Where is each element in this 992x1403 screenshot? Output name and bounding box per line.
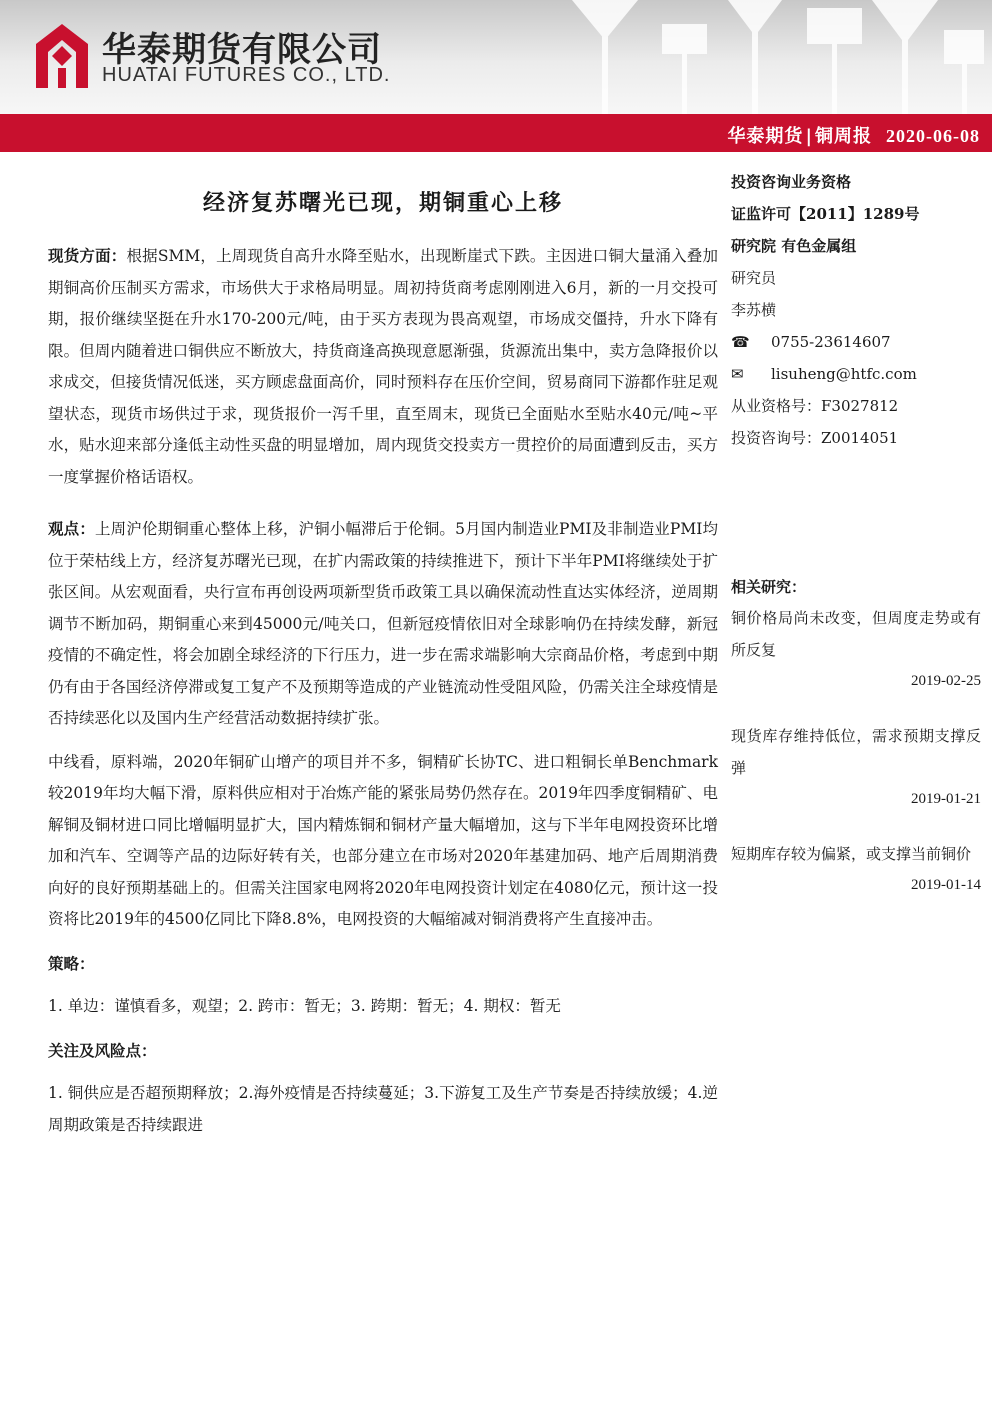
related-item-date: 2019-02-25	[911, 673, 981, 689]
banner-separator: |	[805, 126, 813, 147]
view-lead: 观点：	[48, 519, 95, 538]
license-number: 从业资格号：F3027812	[731, 397, 899, 415]
phone-number: 0755-23614607	[771, 333, 891, 351]
banner-report-type: 铜周报	[815, 126, 872, 147]
qualification-line2: 证监许可【2011】1289号	[731, 205, 920, 223]
report-banner	[0, 114, 992, 152]
header-decoration	[552, 0, 992, 114]
midterm-paragraph: 中线看，原料端，2020年铜矿山增产的项目并不多，铜精矿长协TC、进口粗铜长单Benchmark较2019年均大幅下滑，原料供应相对于冶炼产能的紧张局势仍然存在。2019年四季度铜精矿、电解铜及铜材进口同比增幅明显扩大，国内精炼铜和铜材产量大幅增加，这与下半年电网投资环比增加和汽车、空调等产品的边际好转有关，也部分建立在市场对2020年基建加码、地产后周期消费向好的良好预期基础上的。但需关注国家电网将2020年电网投资计划定在4080亿元，预计这一投资将比2019年的4500亿同比下降8.8%，电网投资的大幅缩减对铜消费将产生直接冲击。	[48, 752, 718, 928]
risk-text: 1. 铜供应是否超预期释放；2.海外疫情是否持续蔓延；3.下游复工及生产节奏是否持续放缓；4.逆周期政策是否持续跟进	[48, 1084, 718, 1134]
report-title: 经济复苏曙光已现，期铜重心上移	[202, 190, 563, 216]
phone-icon: ☎	[731, 333, 750, 351]
phone-row	[731, 326, 981, 358]
qualification-line1: 投资咨询业务资格	[731, 173, 852, 191]
email-row	[731, 358, 981, 390]
researcher-name: 李苏横	[731, 301, 777, 319]
strategy-heading: 策略：	[48, 953, 95, 973]
email-address[interactable]: lisuheng@htfc.com	[771, 365, 917, 383]
company-name-en: HUATAI FUTURES CO., LTD.	[102, 64, 391, 86]
spot-text: 根据SMM，上周现货自高升水降至贴水，出现断崖式下跌。主因进口铜大量涌入叠加期铜高价压制买方需求，市场供大于求格局明显。周初持货商考虑刚刚进入6月，新的一月交投可期，报价继续坚挺在升水170-200元/吨，由于买方表现为畏高观望，市场成交僵持，升水下降有限。但周内随着进口铜供应不断放大，持货商逢高换现意愿渐强，货源流出集中，卖方急降报价以求成交，但接货情况低迷，买方顾虑盘面高价，同时预料存在压价空间，贸易商同下游都作驻足观望状态，现货市场供过于求，现货报价一泻千里，直至周末，现货已全面贴水至贴水40元/吨~平水，贴水迎来部分逢低主动性买盘的明显增加，周内现货交投卖方一贯控价的局面遭到反击，买方一度掌握价格话语权。	[48, 247, 718, 486]
consult-number: 投资咨询号：Z0014051	[731, 429, 899, 447]
researcher-role: 研究员	[731, 269, 777, 287]
sidebar	[731, 166, 981, 900]
view-paragraph	[48, 513, 718, 735]
risk-heading: 关注及风险点：	[48, 1040, 157, 1060]
mail-icon: ✉	[731, 365, 744, 383]
spot-paragraph	[48, 240, 718, 493]
related-item-title[interactable]: 短期库存较为偏紧，或支撑当前铜价	[731, 845, 972, 863]
huatai-logo-icon	[32, 22, 92, 90]
related-item-title[interactable]: 铜价格局尚未改变，但周度走势或有所反复	[731, 609, 981, 659]
main-content	[48, 240, 718, 1141]
related-item-date: 2019-01-14	[911, 877, 981, 893]
banner-brand: 华泰期货	[727, 126, 804, 147]
company-name-cn: 华泰期货有限公司	[102, 30, 382, 70]
strategy-text: 1. 单边：谨慎看多，观望；2. 跨市：暂无；3. 跨期：暂无；4. 期权：暂无	[48, 997, 561, 1015]
banner-date: 2020-06-08	[886, 126, 980, 146]
related-research-heading: 相关研究：	[731, 578, 807, 596]
spot-lead: 现货方面：	[48, 246, 127, 265]
related-item-title[interactable]: 现货库存维持低位，需求预期支撑反弹	[731, 727, 981, 777]
related-item-date: 2019-01-21	[911, 791, 981, 807]
page-header	[0, 0, 992, 114]
view-text: 上周沪伦期铜重心整体上移，沪铜小幅滞后于伦铜。5月国内制造业PMI及非制造业PMI均位于荣枯线上方，经济复苏曙光已现，在扩内需政策的持续推进下，预计下半年PMI将继续处于扩张区间。从宏观面看，央行宣布再创设两项新型货币政策工具以确保流动性直达实体经济，逆周期调节不断加码，期铜重心来到45000元/吨关口，但新冠疫情依旧对全球影响仍在持续发酵，新冠疫情的不确定性，将会加剧全球经济的下行压力，进一步在需求端影响大宗商品价格，考虑到中期仍有由于各国经济停滞或复工复产不及预期等造成的产业链流动性受阻风险，仍需关注全球疫情是否持续恶化以及国内生产经营活动数据持续扩张。	[48, 520, 718, 727]
department: 研究院 有色金属组	[731, 237, 857, 255]
